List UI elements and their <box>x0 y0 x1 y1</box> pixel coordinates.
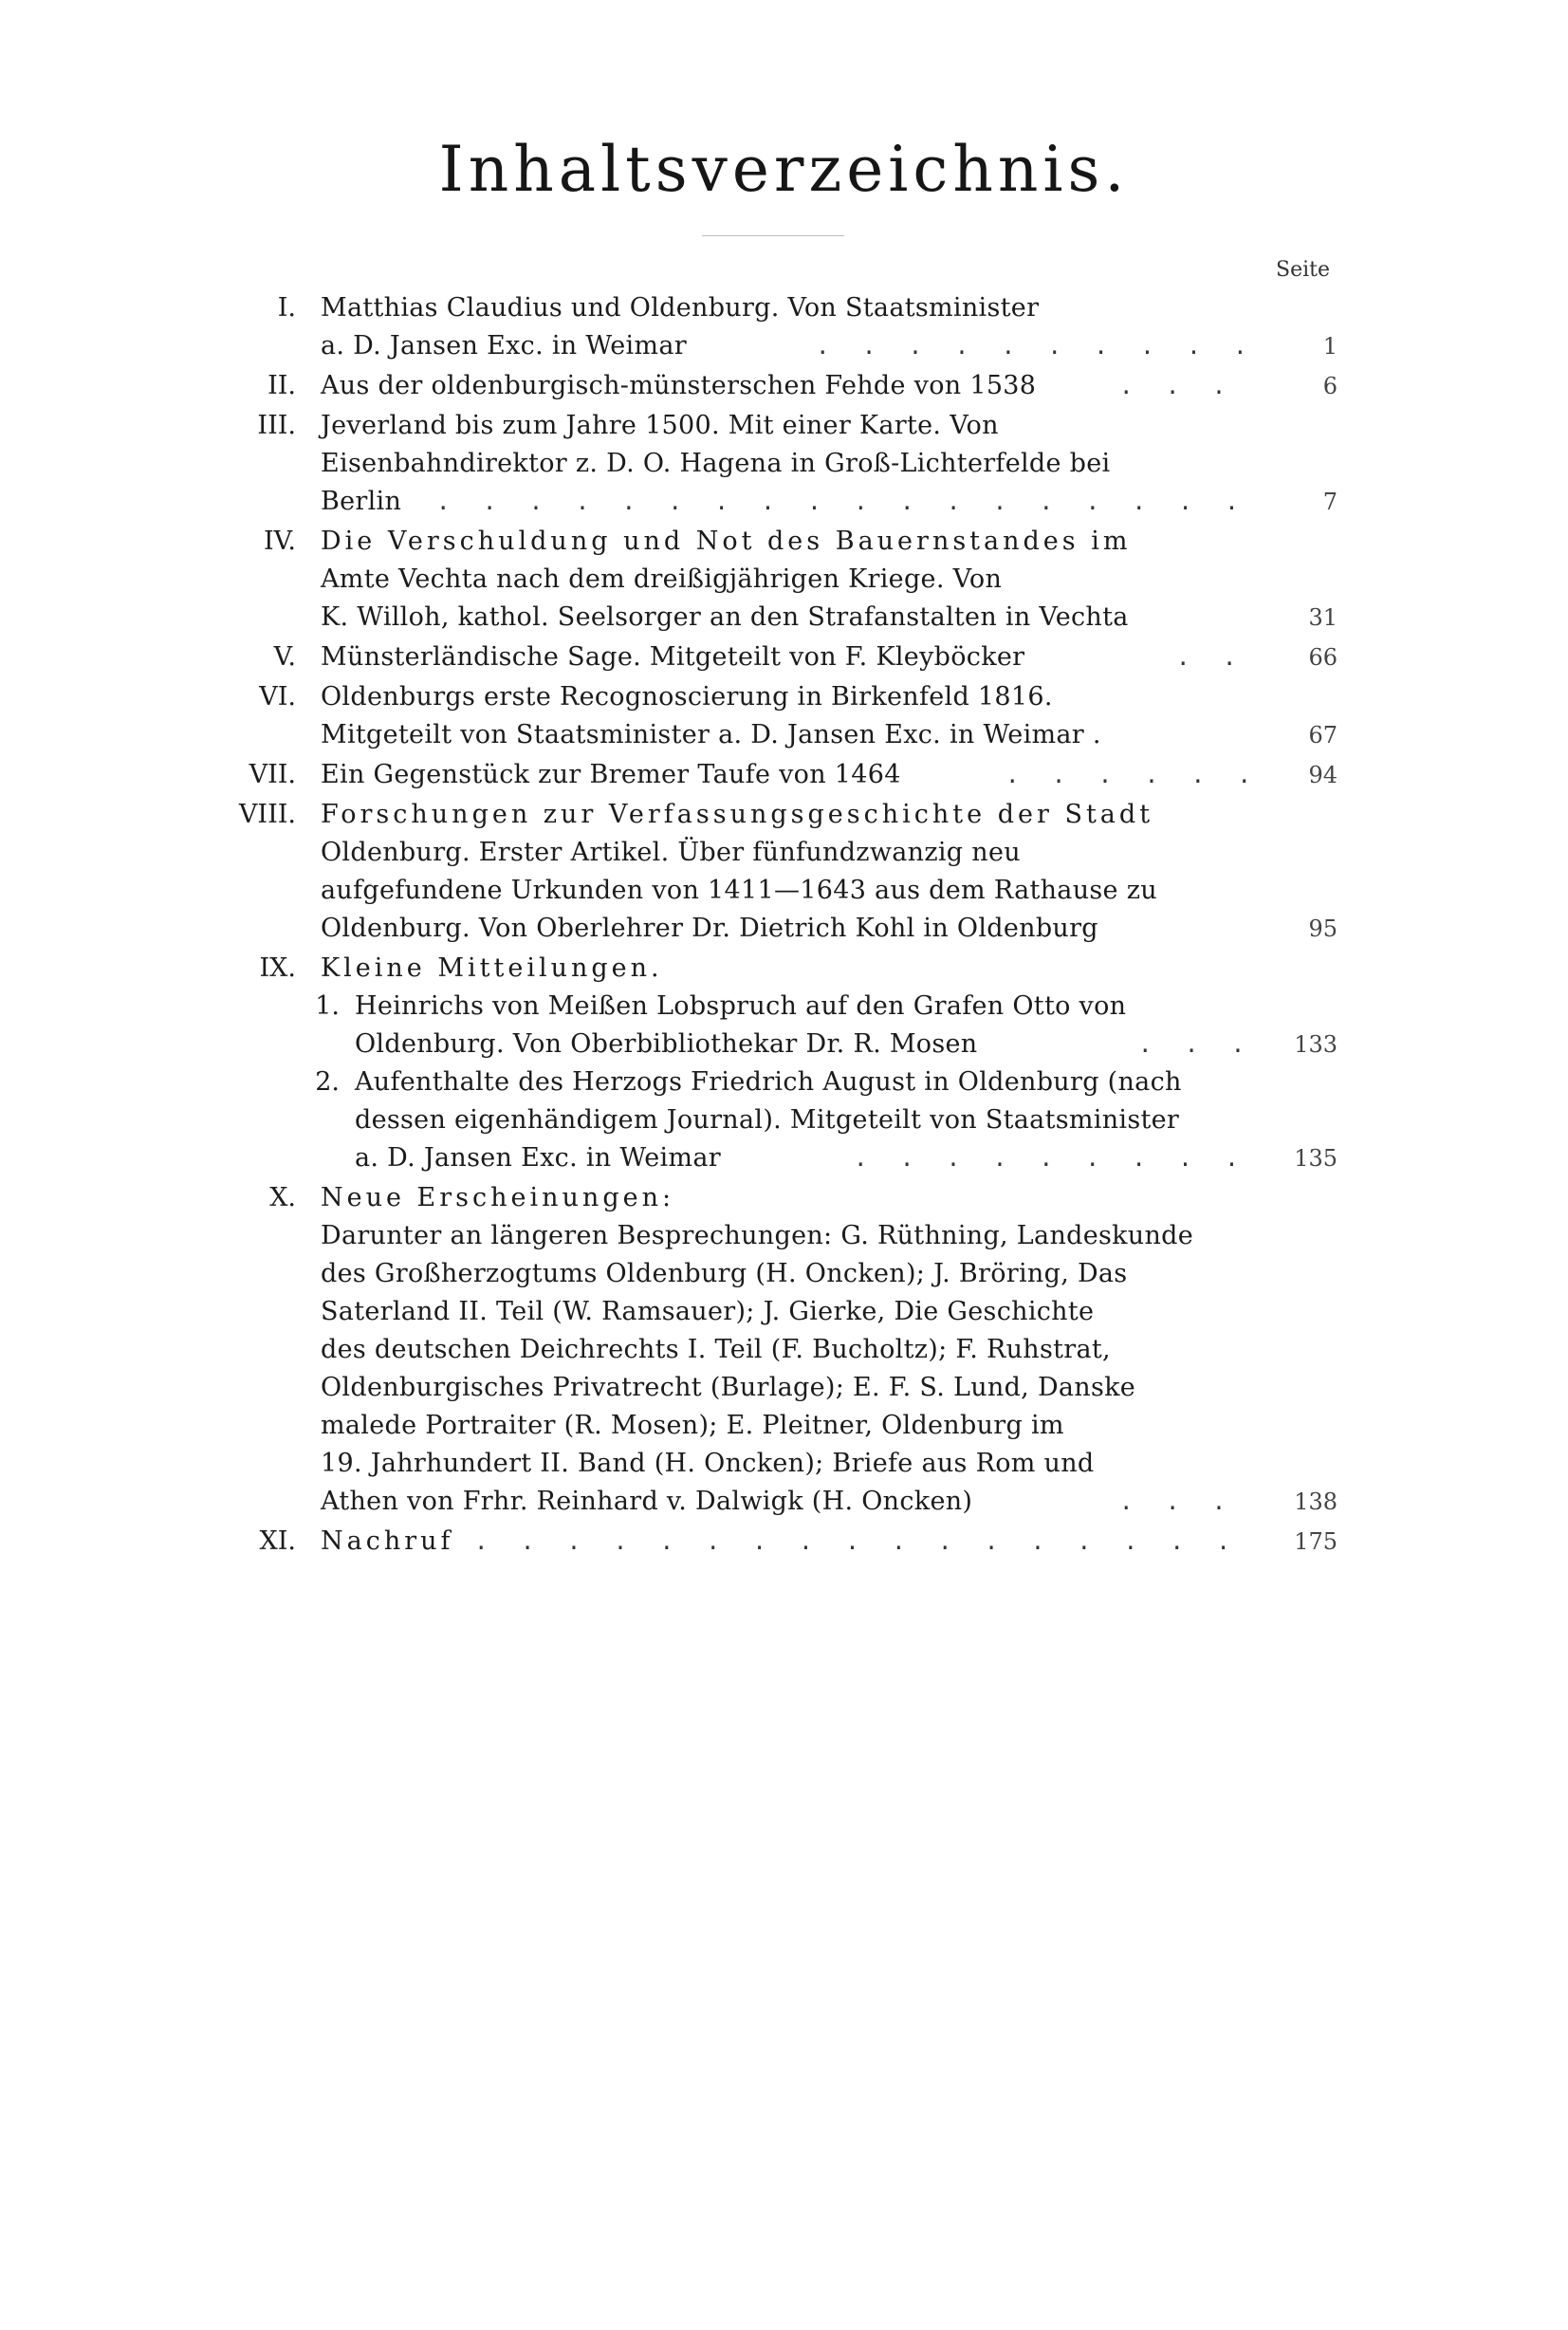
entry-numeral: 1. <box>315 991 340 1021</box>
entry-text-line: Darunter an längeren Besprechungen: G. Rüthning, Landeskunde <box>321 1221 1194 1250</box>
entry-numeral: IX. <box>259 953 296 983</box>
dot-leader <box>436 483 1262 521</box>
entry-text-line: dessen eigenhändigem Journal). Mitgeteilt von Staatsminister <box>355 1105 1180 1135</box>
entry-numeral: III. <box>257 411 296 440</box>
entry-text-line: Heinrichs von Meißen Lobspruch auf den Grafen Otto von <box>355 991 1127 1021</box>
entry-page-number: 67 <box>1308 722 1337 749</box>
title-divider <box>702 235 844 236</box>
entry-text-line: Mitgeteilt von Staatsminister a. D. Jansen Exc. in Weimar . <box>321 720 1101 749</box>
dot-leader <box>1119 367 1262 405</box>
entry-page-number: 6 <box>1322 373 1337 399</box>
entry-page-number: 175 <box>1294 1528 1337 1555</box>
dot-leader <box>816 327 1262 365</box>
entry-text-line: a. D. Jansen Exc. in Weimar <box>321 331 687 361</box>
dot-leader <box>1176 638 1262 676</box>
entry-text-line: Amte Vechta nach dem dreißigjährigen Kriege. Von <box>321 564 1003 594</box>
entry-numeral: IV. <box>263 527 296 556</box>
entry-text-line: 19. Jahrhundert II. Band (H. Oncken); Briefe aus Rom und <box>321 1449 1095 1478</box>
entry-text-line: K. Willoh, kathol. Seelsorger an den Strafanstalten in Vechta <box>321 602 1129 632</box>
entry-text-line: des deutschen Deichrechts I. Teil (F. Bucholtz); F. Ruhstrat, <box>321 1335 1111 1364</box>
entry-text-line: Jeverland bis zum Jahre 1500. Mit einer Karte. Von <box>321 411 999 440</box>
entry-numeral: II. <box>267 371 296 400</box>
entry-text-line: a. D. Jansen Exc. in Weimar <box>355 1143 721 1173</box>
entry-text-line: malede Portraiter (R. Mosen); E. Pleitner, Oldenburg im <box>321 1411 1064 1440</box>
entry-page-number: 7 <box>1322 489 1337 515</box>
entry-numeral: VIII. <box>238 800 296 829</box>
entry-text-line: Oldenburgs erste Recognoscierung in Birkenfeld 1816. <box>321 682 1053 712</box>
entry-text-line: Aus der oldenburgisch-münsterschen Fehde von 1538 <box>321 371 1037 400</box>
entry-page-number: 138 <box>1294 1489 1337 1515</box>
entry-text-line: Athen von Frhr. Reinhard v. Dalwigk (H. Oncken) <box>321 1487 973 1516</box>
entry-text-line: Kleine Mitteilungen. <box>321 953 663 983</box>
entry-numeral: I. <box>277 293 296 323</box>
entry-page-number: 95 <box>1308 915 1337 942</box>
entry-text-line: Matthias Claudius und Oldenburg. Von Staatsminister <box>321 293 1040 323</box>
entry-page-number: 31 <box>1308 604 1337 631</box>
entry-page-number: 66 <box>1308 644 1337 671</box>
entry-numeral: XI. <box>259 1526 296 1556</box>
entry-text-line: des Großherzogtums Oldenburg (H. Oncken); J. Bröring, Das <box>321 1259 1128 1288</box>
entry-numeral: VI. <box>259 682 296 712</box>
entry-page-number: 135 <box>1294 1145 1337 1172</box>
entry-page-number: 94 <box>1308 762 1337 788</box>
entry-numeral: X. <box>269 1183 296 1212</box>
dot-leader <box>1119 1483 1262 1521</box>
entry-numeral: 2. <box>315 1067 340 1097</box>
entry-text-line: Die Verschuldung und Not des Bauernstandes im <box>321 527 1132 556</box>
dot-leader <box>1138 1026 1262 1063</box>
entry-numeral: VII. <box>249 760 296 789</box>
entry-text-line: Ein Gegenstück zur Bremer Taufe von 1464 <box>321 760 901 789</box>
entry-text-line: Eisenbahndirektor z. D. O. Hagena in Groß-Lichterfelde bei <box>321 449 1111 478</box>
entry-page-number: 1 <box>1322 333 1337 360</box>
entry-text-line: Oldenburgisches Privatrecht (Burlage); E. F. S. Lund, Danske <box>321 1373 1136 1402</box>
entry-text-line: Oldenburg. Von Oberbibliothekar Dr. R. Mosen <box>355 1029 978 1059</box>
entry-text-line: Münsterländische Sage. Mitgeteilt von F. Kleyböcker <box>321 642 1025 672</box>
dot-leader <box>1005 756 1262 794</box>
entry-text-line: aufgefundene Urkunden von 1411—1643 aus dem Rathause zu <box>321 876 1157 905</box>
entry-text-line: Oldenburg. Von Oberlehrer Dr. Dietrich Kohl in Oldenburg <box>321 914 1098 943</box>
entry-text-line: Nachruf <box>321 1526 454 1556</box>
entry-text-line: Neue Erscheinungen: <box>321 1183 675 1212</box>
entry-text-line: Forschungen zur Verfassungsgeschichte der Stadt <box>321 800 1154 829</box>
entry-text-line: Berlin <box>321 487 402 516</box>
entry-text-line: Saterland II. Teil (W. Ramsauer); J. Gierke, Die Geschichte <box>321 1297 1095 1326</box>
entry-text-line: Aufenthalte des Herzogs Friedrich August in Oldenburg (nach <box>355 1067 1182 1097</box>
entry-page-number: 133 <box>1294 1031 1337 1058</box>
entry-numeral: V. <box>273 642 296 672</box>
dot-leader <box>854 1139 1262 1177</box>
dot-leader <box>474 1523 1262 1561</box>
entry-text-line: Oldenburg. Erster Artikel. Über fünfundzwanzig neu <box>321 838 1021 867</box>
page-title: Inhaltsverzeichnis. <box>438 133 1130 206</box>
page-column-label: Seite <box>1276 258 1330 282</box>
